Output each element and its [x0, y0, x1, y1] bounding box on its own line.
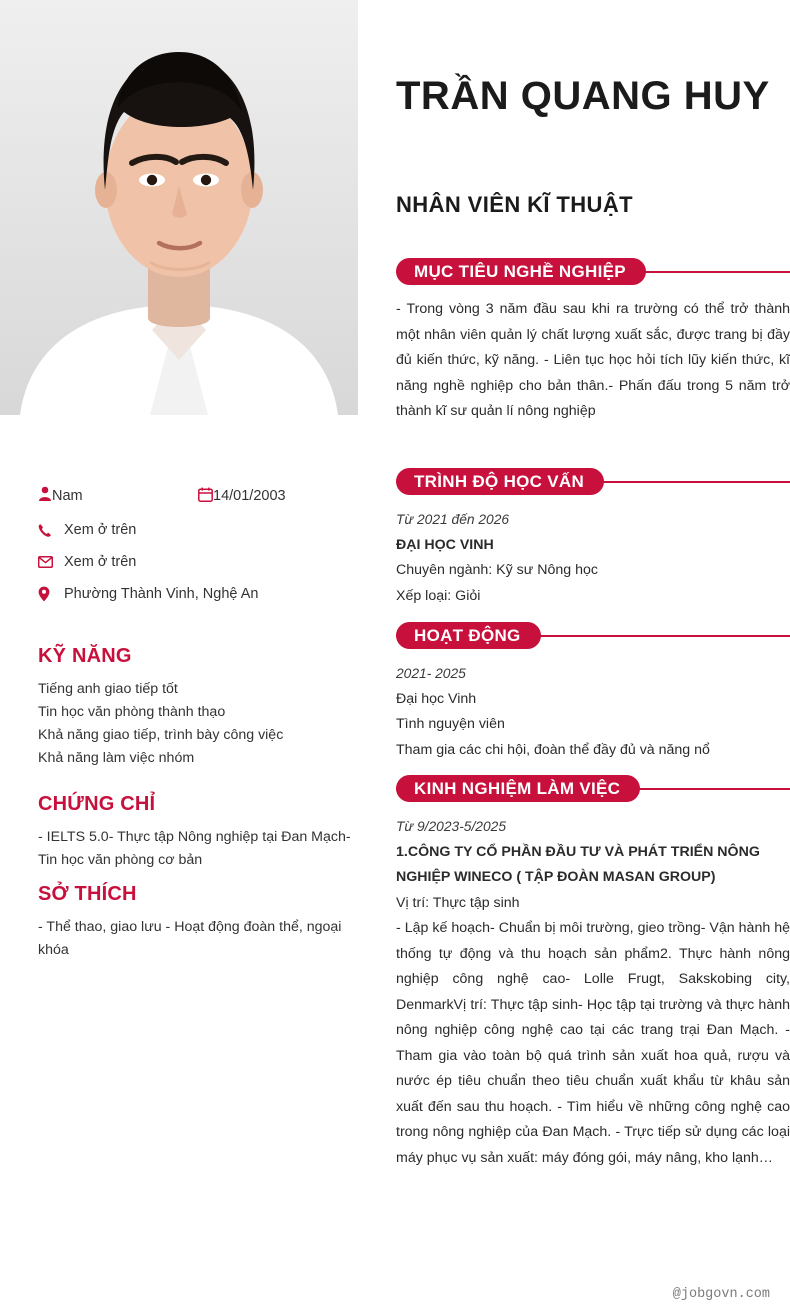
watermark: @jobgovn.com	[672, 1287, 770, 1302]
education-heading	[396, 468, 790, 495]
activities-heading	[396, 622, 790, 649]
experience-position: Vị trí: Thực tập sinh	[396, 894, 520, 911]
contact-row-gender-dob	[38, 486, 348, 506]
contact-gender	[38, 486, 198, 506]
activities-position: Tình nguyện viên	[396, 716, 505, 732]
contact-email-value: Xem ở trên	[64, 554, 137, 570]
contact-phone-value: Xem ở trên	[64, 522, 137, 538]
education-title: TRÌNH ĐỘ HỌC VẤN	[396, 468, 604, 495]
education-grade: Xếp loại: Giỏi	[396, 587, 481, 604]
calendar-icon	[198, 487, 213, 506]
section-career-goal	[396, 258, 790, 425]
career-goal-text: - Trong vòng 3 năm đầu sau khi ra trường có thể trở thành một nhân viên quản lý chất lượng xuất sắc, được trang bị đầy đủ kiến thức, kỹ năng. - Liên tục học hỏi tích lũy kiến thức, kĩ năng nghề nghiệp cho bản thân.- Phấn đấu trong 5 năm trở thành kĩ sư quản lí nông nghiệp	[396, 301, 790, 419]
activities-body	[396, 661, 790, 763]
career-goal-heading	[396, 258, 790, 285]
hobbies-title: SỞ THÍCH	[38, 883, 137, 905]
contact-block	[38, 486, 348, 618]
education-school: ĐẠI HỌC VINH	[396, 536, 494, 553]
person-icon	[38, 486, 52, 506]
activities-period: 2021- 2025	[396, 666, 466, 681]
activities-org: Đại học Vinh	[396, 690, 477, 707]
section-skills	[38, 645, 358, 770]
job-title: NHÂN VIÊN KĨ THUẬT	[396, 192, 633, 217]
experience-period: Từ 9/2023-5/2025	[396, 819, 506, 834]
phone-icon	[38, 523, 60, 538]
certificates-title: CHỨNG CHỈ	[38, 793, 156, 815]
profile-photo	[0, 0, 358, 415]
experience-company: 1.CÔNG TY CỔ PHẦN ĐẦU TƯ VÀ PHÁT TRIỂN NÔNG NGHIỆP WINECO ( TẬP ĐOÀN MASAN GROUP)	[396, 843, 760, 885]
experience-title: KINH NGHIỆM LÀM VIỆC	[396, 775, 640, 802]
contact-address	[38, 586, 348, 602]
education-body	[396, 507, 790, 609]
contact-dob	[198, 487, 286, 506]
contact-address-value: Phường Thành Vinh, Nghệ An	[64, 586, 259, 602]
contact-phone	[38, 522, 348, 538]
skills-line-3: Khả năng giao tiếp, trình bày công việc	[38, 727, 284, 743]
certificates-text: - IELTS 5.0- Thực tập Nông nghiệp tại Đan Mạch- Tin học văn phòng cơ bản	[38, 829, 351, 868]
experience-body	[396, 814, 790, 1171]
activities-title: HOẠT ĐỘNG	[396, 622, 541, 649]
right-column	[396, 0, 790, 1316]
education-period: Từ 2021 đến 2026	[396, 512, 510, 527]
section-education	[396, 468, 790, 609]
experience-heading	[396, 775, 790, 802]
skills-title: KỸ NĂNG	[38, 645, 132, 667]
contact-email	[38, 554, 348, 570]
skills-line-2: Tin học văn phòng thành thạo	[38, 704, 226, 720]
contact-gender-value: Nam	[52, 488, 83, 504]
section-hobbies	[38, 883, 358, 962]
section-experience	[396, 775, 790, 1171]
education-major: Chuyên ngành: Kỹ sư Nông học	[396, 562, 598, 578]
contact-dob-value: 14/01/2003	[213, 488, 286, 504]
skills-line-4: Khả năng làm việc nhóm	[38, 750, 195, 766]
activities-detail: Tham gia các chi hội, đoàn thể đầy đủ và năng nổ	[396, 741, 710, 758]
envelope-icon	[38, 556, 60, 568]
skills-line-1: Tiếng anh giao tiếp tốt	[38, 681, 178, 697]
career-goal-title: MỤC TIÊU NGHỀ NGHIỆP	[396, 258, 646, 285]
left-column	[0, 0, 358, 1316]
location-pin-icon	[38, 586, 60, 602]
experience-detail: - Lập kế hoạch- Chuẩn bị môi trường, gieo trồng- Vận hành hệ thống tự động và thu hoạch sản phẩm2. Thực hành nông nghiệp công nghệ cao- Lolle Frugt, Sakskobing city, DenmarkVị trí: Thực tập sinh- Học tập tại trường và thực hành nông nghiệp công nghệ cao tại các trang trại Đan Mạch. - Tham gia vào toàn bộ quá trình sản xuất hoa quả, rượu và nước ép tiêu chuẩn theo tiêu chuẩn xuất khẩu từ khâu sản xuất đến sau thu hoạch. - Tìm hiểu về những công nghệ cao trong nông nghiệp của Đan Mạch. - Trực tiếp sử dụng các loại máy phục vụ sản xuất: máy đóng gói, máy nâng, kho lạnh…	[396, 920, 790, 1166]
section-activities	[396, 622, 790, 763]
section-certificates	[38, 793, 358, 872]
page-title: TRẦN QUANG HUY	[396, 74, 770, 118]
hobbies-text: - Thể thao, giao lưu - Hoạt động đoàn thể, ngoại khóa	[38, 919, 342, 958]
